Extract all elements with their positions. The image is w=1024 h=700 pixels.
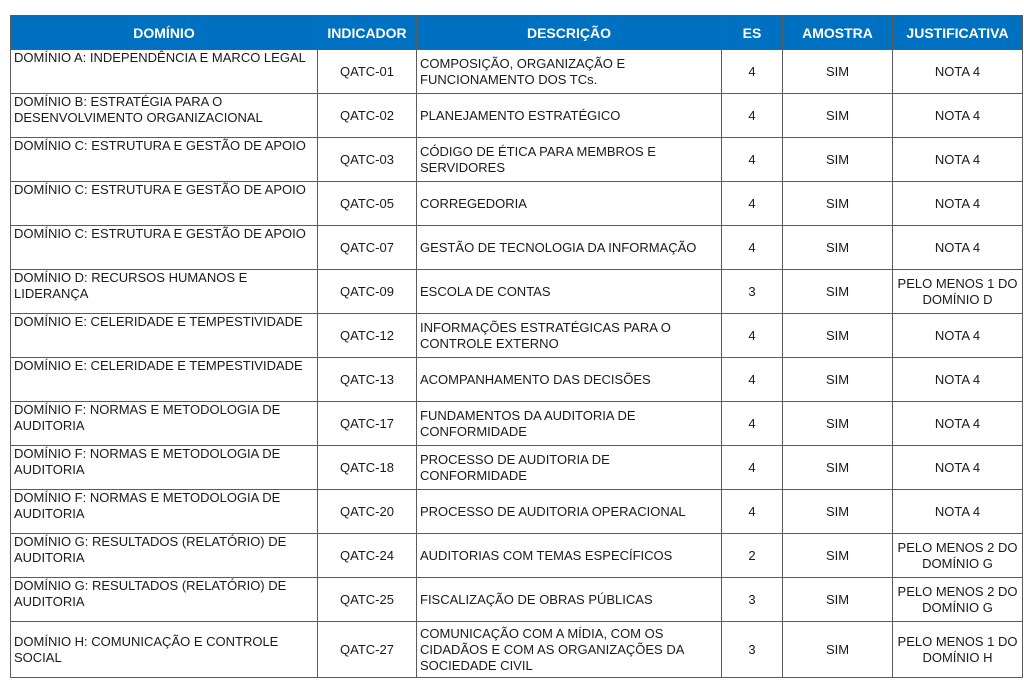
cell-indicador[interactable]: QATC-17 — [318, 402, 417, 446]
cell-es[interactable]: 4 — [722, 138, 783, 182]
cell-descricao[interactable]: PROCESSO DE AUDITORIA OPERACIONAL — [417, 490, 722, 534]
table-row — [11, 182, 1023, 226]
cell-dominio[interactable]: DOMÍNIO G: RESULTADOS (RELATÓRIO) DE AUDITORIA — [11, 534, 318, 578]
cell-dominio[interactable]: DOMÍNIO F: NORMAS E METODOLOGIA DE AUDITORIA — [11, 402, 318, 446]
cell-descricao[interactable]: ESCOLA DE CONTAS — [417, 270, 722, 314]
cell-indicador[interactable]: QATC-09 — [318, 270, 417, 314]
cell-indicador[interactable]: QATC-01 — [318, 50, 417, 94]
cell-descricao[interactable]: COMUNICAÇÃO COM A MÍDIA, COM OS CIDADÃOS E COM AS ORGANIZAÇÕES DA SOCIEDADE CIVIL — [417, 622, 722, 678]
table-row — [11, 446, 1023, 490]
cell-indicador[interactable]: QATC-18 — [318, 446, 417, 490]
header-indicador[interactable]: INDICADOR — [318, 16, 417, 50]
cell-amostra[interactable]: SIM — [783, 226, 893, 270]
cell-descricao[interactable]: ACOMPANHAMENTO DAS DECISÕES — [417, 358, 722, 402]
cell-amostra[interactable]: SIM — [783, 578, 893, 622]
cell-dominio[interactable]: DOMÍNIO D: RECURSOS HUMANOS E LIDERANÇA — [11, 270, 318, 314]
cell-amostra[interactable]: SIM — [783, 622, 893, 678]
cell-justificativa[interactable]: NOTA 4 — [893, 358, 1023, 402]
cell-dominio[interactable]: DOMÍNIO C: ESTRUTURA E GESTÃO DE APOIO — [11, 182, 318, 226]
cell-descricao[interactable]: CORREGEDORIA — [417, 182, 722, 226]
table-row — [11, 94, 1023, 138]
cell-dominio[interactable]: DOMÍNIO F: NORMAS E METODOLOGIA DE AUDITORIA — [11, 446, 318, 490]
cell-justificativa[interactable]: PELO MENOS 2 DO DOMÍNIO G — [893, 578, 1023, 622]
cell-justificativa[interactable]: PELO MENOS 1 DO DOMÍNIO D — [893, 270, 1023, 314]
indicator-table — [10, 15, 1023, 678]
cell-dominio[interactable]: DOMÍNIO G: RESULTADOS (RELATÓRIO) DE AUDITORIA — [11, 578, 318, 622]
cell-amostra[interactable]: SIM — [783, 446, 893, 490]
cell-indicador[interactable]: QATC-24 — [318, 534, 417, 578]
cell-justificativa[interactable]: NOTA 4 — [893, 314, 1023, 358]
cell-justificativa[interactable]: NOTA 4 — [893, 182, 1023, 226]
table-row — [11, 226, 1023, 270]
cell-es[interactable]: 4 — [722, 226, 783, 270]
cell-es[interactable]: 4 — [722, 50, 783, 94]
cell-justificativa[interactable]: NOTA 4 — [893, 402, 1023, 446]
cell-justificativa[interactable]: NOTA 4 — [893, 226, 1023, 270]
cell-dominio[interactable]: DOMÍNIO A: INDEPENDÊNCIA E MARCO LEGAL — [11, 50, 318, 94]
cell-es[interactable]: 4 — [722, 446, 783, 490]
cell-descricao[interactable]: FUNDAMENTOS DA AUDITORIA DE CONFORMIDADE — [417, 402, 722, 446]
cell-dominio[interactable]: DOMÍNIO F: NORMAS E METODOLOGIA DE AUDITORIA — [11, 490, 318, 534]
cell-es[interactable]: 4 — [722, 402, 783, 446]
cell-amostra[interactable]: SIM — [783, 182, 893, 226]
cell-amostra[interactable]: SIM — [783, 270, 893, 314]
cell-indicador[interactable]: QATC-03 — [318, 138, 417, 182]
cell-justificativa[interactable]: PELO MENOS 1 DO DOMÍNIO H — [893, 622, 1023, 678]
cell-amostra[interactable]: SIM — [783, 314, 893, 358]
cell-indicador[interactable]: QATC-02 — [318, 94, 417, 138]
cell-descricao[interactable]: COMPOSIÇÃO, ORGANIZAÇÃO E FUNCIONAMENTO DOS TCs. — [417, 50, 722, 94]
spreadsheet — [10, 15, 1022, 678]
cell-justificativa[interactable]: NOTA 4 — [893, 490, 1023, 534]
cell-amostra[interactable]: SIM — [783, 50, 893, 94]
cell-es[interactable]: 4 — [722, 490, 783, 534]
cell-justificativa[interactable]: NOTA 4 — [893, 94, 1023, 138]
table-row — [11, 314, 1023, 358]
table-row — [11, 490, 1023, 534]
cell-amostra[interactable]: SIM — [783, 490, 893, 534]
cell-es[interactable]: 4 — [722, 358, 783, 402]
cell-justificativa[interactable]: NOTA 4 — [893, 446, 1023, 490]
cell-dominio[interactable]: DOMÍNIO E: CELERIDADE E TEMPESTIVIDADE — [11, 314, 318, 358]
cell-amostra[interactable]: SIM — [783, 94, 893, 138]
cell-es[interactable]: 3 — [722, 270, 783, 314]
cell-dominio[interactable]: DOMÍNIO B: ESTRATÉGIA PARA O DESENVOLVIMENTO ORGANIZACIONAL — [11, 94, 318, 138]
cell-descricao[interactable]: PLANEJAMENTO ESTRATÉGICO — [417, 94, 722, 138]
table-row — [11, 622, 1023, 678]
table-row — [11, 270, 1023, 314]
table-row — [11, 358, 1023, 402]
cell-descricao[interactable]: PROCESSO DE AUDITORIA DE CONFORMIDADE — [417, 446, 722, 490]
cell-descricao[interactable]: INFORMAÇÕES ESTRATÉGICAS PARA O CONTROLE EXTERNO — [417, 314, 722, 358]
table-row — [11, 138, 1023, 182]
cell-indicador[interactable]: QATC-27 — [318, 622, 417, 678]
cell-indicador[interactable]: QATC-12 — [318, 314, 417, 358]
cell-dominio[interactable]: DOMÍNIO E: CELERIDADE E TEMPESTIVIDADE — [11, 358, 318, 402]
cell-descricao[interactable]: FISCALIZAÇÃO DE OBRAS PÚBLICAS — [417, 578, 722, 622]
header-descricao[interactable]: DESCRIÇÃO — [417, 16, 722, 50]
cell-es[interactable]: 2 — [722, 534, 783, 578]
header-justificativa[interactable]: JUSTIFICATIVA — [893, 16, 1023, 50]
cell-indicador[interactable]: QATC-20 — [318, 490, 417, 534]
cell-dominio[interactable]: DOMÍNIO C: ESTRUTURA E GESTÃO DE APOIO — [11, 226, 318, 270]
cell-es[interactable]: 4 — [722, 314, 783, 358]
cell-es[interactable]: 3 — [722, 578, 783, 622]
cell-es[interactable]: 3 — [722, 622, 783, 678]
cell-amostra[interactable]: SIM — [783, 402, 893, 446]
cell-justificativa[interactable]: NOTA 4 — [893, 138, 1023, 182]
header-es[interactable]: ES — [722, 16, 783, 50]
table-row — [11, 534, 1023, 578]
table-row — [11, 578, 1023, 622]
cell-dominio[interactable]: DOMÍNIO C: ESTRUTURA E GESTÃO DE APOIO — [11, 138, 318, 182]
cell-descricao[interactable]: GESTÃO DE TECNOLOGIA DA INFORMAÇÃO — [417, 226, 722, 270]
cell-descricao[interactable]: CÓDIGO DE ÉTICA PARA MEMBROS E SERVIDORES — [417, 138, 722, 182]
cell-indicador[interactable]: QATC-07 — [318, 226, 417, 270]
header-amostra[interactable]: AMOSTRA — [783, 16, 893, 50]
cell-indicador[interactable]: QATC-25 — [318, 578, 417, 622]
cell-amostra[interactable]: SIM — [783, 534, 893, 578]
table-row — [11, 50, 1023, 94]
cell-indicador[interactable]: QATC-13 — [318, 358, 417, 402]
table-row — [11, 402, 1023, 446]
cell-amostra[interactable]: SIM — [783, 358, 893, 402]
header-dominio[interactable]: DOMÍNIO — [11, 16, 318, 50]
cell-es[interactable]: 4 — [722, 94, 783, 138]
cell-amostra[interactable]: SIM — [783, 138, 893, 182]
cell-es[interactable]: 4 — [722, 182, 783, 226]
cell-descricao[interactable]: AUDITORIAS COM TEMAS ESPECÍFICOS — [417, 534, 722, 578]
cell-dominio[interactable]: DOMÍNIO H: COMUNICAÇÃO E CONTROLE SOCIAL — [11, 622, 318, 678]
cell-justificativa[interactable]: PELO MENOS 2 DO DOMÍNIO G — [893, 534, 1023, 578]
cell-indicador[interactable]: QATC-05 — [318, 182, 417, 226]
table-body — [11, 50, 1023, 678]
cell-justificativa[interactable]: NOTA 4 — [893, 50, 1023, 94]
header-row — [11, 16, 1023, 50]
